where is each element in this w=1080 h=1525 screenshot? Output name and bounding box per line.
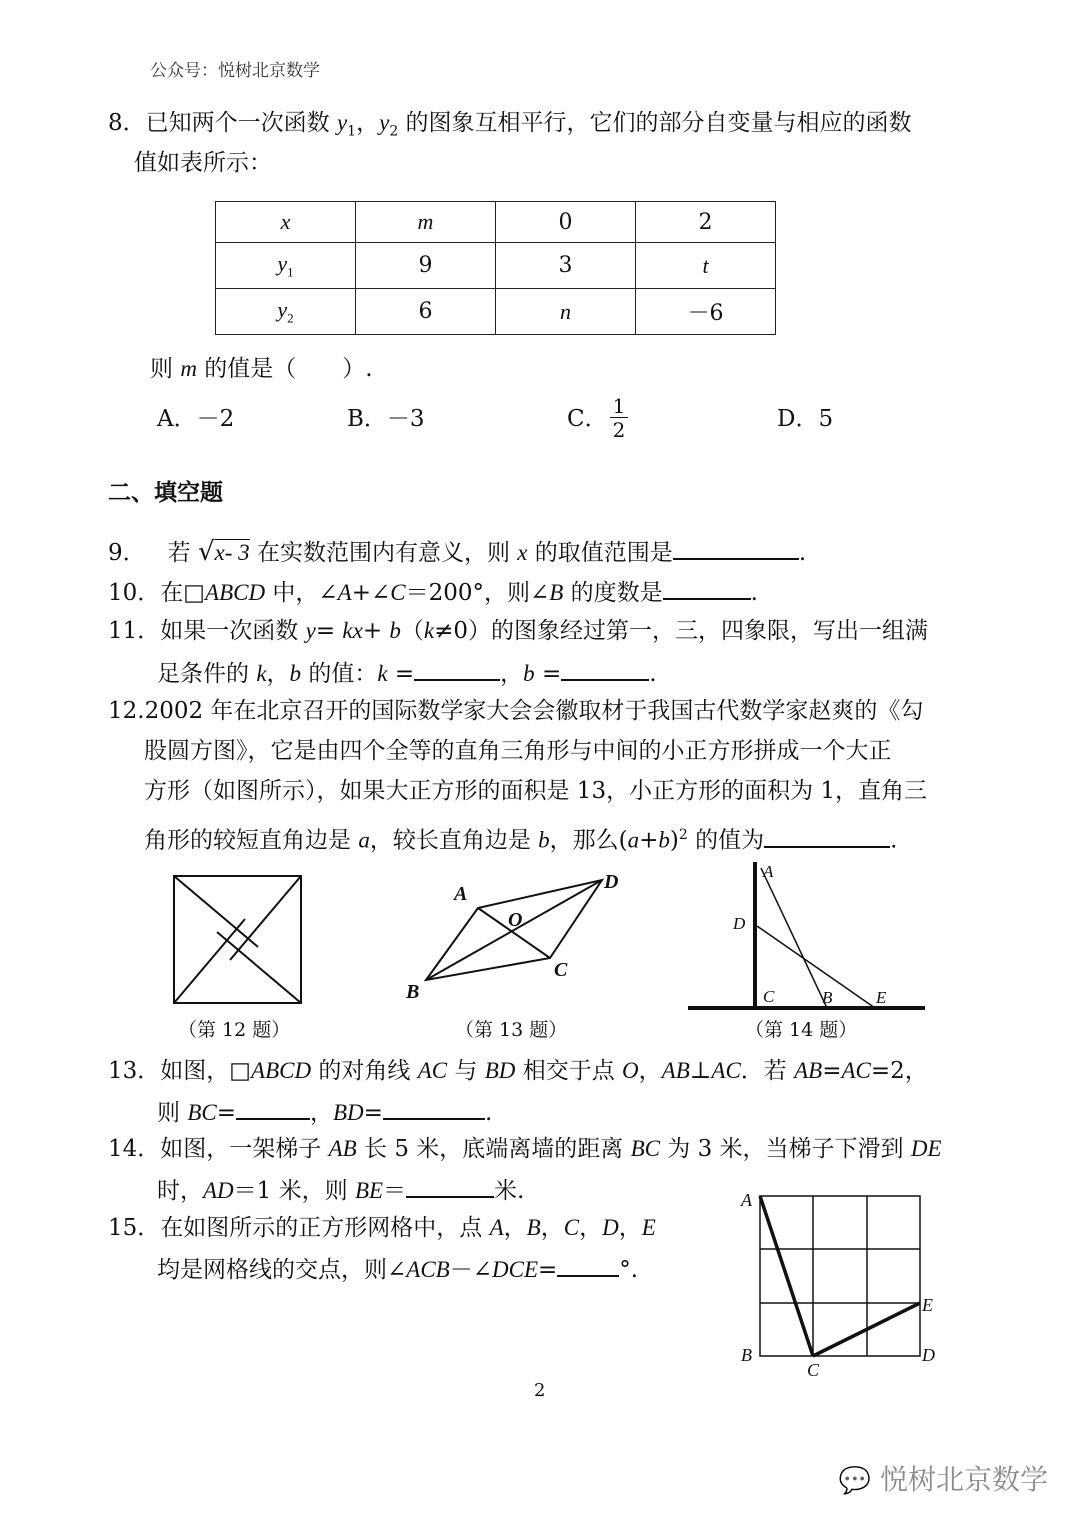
figure-12-pinwheel [168, 870, 308, 1006]
q14-l2c: ＝ [383, 1178, 407, 1204]
question-8-line-2: 值如表所示： [134, 150, 272, 176]
table-cell: －6 [636, 289, 776, 335]
question-8-line-1 [108, 108, 912, 147]
question-13-line-1 [108, 1056, 928, 1086]
q14-l1c: 为 3 米，当梯子下滑到 [659, 1136, 911, 1162]
var-e: E [641, 1215, 656, 1240]
q8-text-b: 的图象互相平行，它们的部分自变量与相应的函数 [398, 110, 912, 136]
var-m: m [180, 356, 197, 381]
q13-eq1: = [216, 1100, 236, 1126]
option-c: C． [567, 406, 608, 432]
q10-plus: +∠ [351, 580, 391, 606]
q11-eq3: = [534, 661, 562, 687]
label-c: C [807, 1360, 820, 1378]
table-cell [216, 243, 356, 289]
table-cell: n [496, 289, 636, 335]
q14-l2a: 时， [157, 1178, 203, 1204]
answer-blank[interactable] [764, 824, 890, 848]
question-12-line-4 [144, 820, 897, 856]
var-ab: AB [794, 1058, 823, 1083]
var-ac: AC [841, 1058, 871, 1083]
ladder-de [757, 926, 875, 1008]
grid-border [760, 1196, 920, 1356]
q8-ask [150, 354, 373, 384]
q11-number: 11． [108, 618, 161, 644]
label-d: D [604, 871, 619, 893]
table-var-y2: $y_2$ [277, 296, 294, 326]
page-header: 公众号：悦树北京数学 [150, 61, 320, 81]
q13-l1f: ．若 [740, 1058, 795, 1084]
q13-number: 13． [108, 1058, 161, 1084]
q10-eq: ＝200°，则∠ [405, 580, 550, 606]
q9-end: . [798, 540, 807, 566]
q11-sep: ， [500, 661, 524, 687]
option-d: D．5 [777, 406, 834, 432]
q13-l1b: 的对角线 [311, 1058, 418, 1084]
q11-val: 的值： [301, 661, 378, 687]
answer-blank[interactable] [557, 1253, 619, 1277]
question-9 [108, 536, 806, 568]
q14-l1b: 长 5 米，底端离墙的距离 [356, 1136, 631, 1162]
q13-l1d: 相交于点 [515, 1058, 623, 1084]
var-dce: DCE [492, 1257, 539, 1282]
q13-sep: ， [309, 1100, 333, 1126]
q15-eq: = [538, 1257, 558, 1283]
figure-13-parallelogram [400, 868, 630, 1003]
wechat-icon: 💬 [838, 1466, 872, 1496]
answer-blank[interactable] [673, 536, 799, 560]
answer-blank-bd[interactable] [383, 1096, 485, 1120]
var-b: b [289, 661, 302, 686]
var-c: C [563, 1215, 580, 1240]
q14-l1a: 如图，一架梯子 [160, 1136, 329, 1162]
q10-end: . [750, 580, 758, 606]
sub-2: 2 [389, 123, 399, 140]
var-kx: kx [342, 618, 363, 643]
table-cell: t [636, 243, 776, 289]
q12-close: ) [669, 827, 679, 854]
frac-denominator: 2 [612, 418, 626, 442]
var-bc: BC [630, 1136, 660, 1161]
label-e: E [876, 988, 887, 1007]
q15-l2a: 均是网格线的交点，则∠ [157, 1257, 407, 1283]
var-be: BE [354, 1178, 384, 1203]
q13-eq2: = [363, 1100, 383, 1126]
option-b: B．－3 [347, 406, 425, 432]
q11-plus: + [362, 618, 390, 644]
q15-l1a: 在如图所示的正方形网格中，点 [160, 1215, 490, 1241]
table-row [216, 289, 776, 335]
table-var-y1: $y_1$ [277, 250, 294, 280]
var-b: b [523, 661, 535, 686]
question-15-line-1 [108, 1213, 656, 1243]
q10-text: 在□ [160, 580, 206, 606]
var-b: B [549, 580, 564, 605]
question-12-line-2: 股圆方图》，它是由四个全等的直角三角形与中间的小正方形拼成一个大正 [144, 738, 892, 764]
q9-post: 在实数范围内有意义，则 [249, 540, 518, 566]
q11-comma: ， [266, 661, 290, 687]
question-14-line-1 [108, 1134, 942, 1164]
perp-symbol: ⊥ [689, 1058, 712, 1084]
answer-blank-bc[interactable] [236, 1096, 310, 1120]
label-c: C [554, 959, 568, 981]
label-d: D [733, 914, 746, 933]
var-ac: AC [417, 1058, 448, 1083]
var-b: b [389, 618, 401, 643]
q13-eqs: = [822, 1058, 842, 1084]
q8-ask-b: 的值是（ ）. [196, 356, 373, 382]
exponent: 2 [678, 827, 688, 843]
q8-text: 已知两个一次函数 [145, 110, 337, 136]
table-cell: 6 [356, 289, 496, 335]
answer-blank[interactable] [406, 1174, 494, 1198]
label-b: B [741, 1345, 752, 1365]
table-cell: 2 [636, 202, 776, 243]
var-acb: ACB [406, 1257, 450, 1282]
question-15-line-2 [157, 1253, 638, 1285]
q9-tail: 的取值范围是 [527, 540, 673, 566]
q15-c3: ， [579, 1215, 603, 1241]
var-k: k [377, 661, 388, 686]
function-value-table [215, 201, 776, 335]
figure-14-ladder [685, 858, 930, 1013]
figure-12-caption: （第 12 题） [178, 1019, 291, 1041]
q13-l2a: 则 [157, 1100, 188, 1126]
figure-13-caption: （第 13 题） [455, 1019, 568, 1041]
answer-blank[interactable] [663, 576, 751, 600]
label-b: B [822, 988, 833, 1007]
table-row [216, 202, 776, 243]
var-y2: y [379, 110, 390, 135]
q12-plus: + [639, 827, 659, 854]
question-11-line-2 [157, 657, 657, 689]
label-c: C [763, 987, 775, 1006]
var-a: A [489, 1215, 504, 1240]
answer-blank-b[interactable] [561, 657, 649, 681]
var-abcd: ABCD [205, 580, 266, 605]
q11-l2: 足条件的 [157, 661, 257, 687]
var-bd: BD [332, 1100, 364, 1125]
q8-sep: ， [356, 110, 380, 136]
segment-ac [760, 1196, 813, 1356]
var-a: a [627, 827, 640, 853]
figure-14-caption: （第 14 题） [745, 1019, 858, 1041]
q11-text: 如果一次函数 [160, 618, 306, 644]
watermark [839, 1458, 1048, 1498]
triangle-edge [174, 919, 245, 1003]
q15-c4: ， [618, 1215, 642, 1241]
q11-ne: ≠0）的图象经过第一，三，四象限，写出一组满 [434, 618, 929, 644]
var-b: B [526, 1215, 541, 1240]
q11-cond: （ [400, 618, 424, 644]
q11-eq2: = [387, 661, 415, 687]
q12-l4a: 角形的较短直角边是 [144, 827, 359, 854]
question-11-line-1 [108, 616, 928, 646]
q8-number: 8． [108, 110, 146, 136]
q15-number: 15． [108, 1215, 161, 1241]
table-cell: 0 [496, 202, 636, 243]
var-y1: y [336, 110, 348, 135]
figure-15-grid [736, 1186, 946, 1378]
var-x: x [517, 540, 528, 565]
var-ab: AB [328, 1136, 357, 1161]
var-a: a [358, 827, 370, 853]
q12-l4d: 的值为 [687, 827, 765, 854]
grid-lines [760, 1196, 920, 1356]
q15-minus: －∠ [449, 1257, 493, 1283]
question-10 [108, 576, 758, 608]
question-13-line-2 [157, 1096, 492, 1128]
var-bc: BC [187, 1100, 217, 1125]
var-c: C [390, 580, 406, 605]
q8-ask-a: 则 [150, 356, 181, 382]
q10-tail: 的度数是 [563, 580, 663, 606]
var-ad: AD [203, 1178, 234, 1203]
q12-l4b: ，较长直角边是 [369, 827, 539, 854]
var-ab: AB [661, 1058, 690, 1083]
q13-l1c: 与 [447, 1058, 485, 1084]
var-a: A [337, 580, 352, 605]
outer-square [174, 876, 301, 1003]
q15-end: °. [619, 1257, 639, 1283]
option-c-fraction [610, 396, 628, 441]
var-b: b [538, 827, 550, 853]
q11-end: . [649, 661, 657, 687]
triangle-edge [174, 876, 258, 947]
table-cell [216, 289, 356, 335]
q14-number: 14． [108, 1136, 161, 1162]
section-title: 二、填空题 [108, 480, 223, 506]
q14-unit: 米. [494, 1178, 525, 1204]
table-cell: x [216, 202, 356, 243]
q9-number: 9． [108, 540, 146, 566]
triangle-edge [217, 932, 301, 1003]
table-cell: 3 [496, 243, 636, 289]
label-a: A [763, 862, 774, 881]
answer-blank-k[interactable] [414, 657, 500, 681]
question-12-line-3: 方形（如图所示），如果大正方形的面积是 13，小正方形的面积为 1，直角三 [144, 778, 928, 804]
q13-l1a: 如图，□ [160, 1058, 252, 1084]
label-a: A [454, 883, 468, 905]
var-abcd: ABCD [251, 1058, 312, 1083]
question-12-line-1 [108, 696, 923, 726]
label-o: O [508, 909, 523, 931]
sub-1: 1 [347, 123, 357, 140]
q12-number: 12. [108, 698, 145, 724]
var-d: D [602, 1215, 619, 1240]
radicand: x- 3 [214, 540, 250, 565]
var-ac: AC [711, 1058, 741, 1083]
label-e: E [922, 1295, 933, 1315]
triangle-edge [230, 876, 301, 960]
q13-end: . [484, 1100, 493, 1126]
q12-l4c: ，那么( [549, 827, 628, 854]
var-bd: BD [484, 1058, 516, 1083]
q15-c2: ， [540, 1215, 564, 1241]
q11-eq: = [315, 618, 343, 644]
table-cell: 9 [356, 243, 496, 289]
label-b: B [406, 981, 420, 1003]
q15-c1: ， [503, 1215, 527, 1241]
question-14-line-2 [157, 1174, 524, 1206]
frac-numerator: 1 [612, 394, 626, 418]
q14-l2b: ＝1 米，则 [233, 1178, 355, 1204]
label-a: A [741, 1190, 752, 1210]
var-de: DE [910, 1136, 942, 1161]
var-b: b [658, 827, 670, 853]
q13-val: =2， [870, 1058, 928, 1084]
q13-l1e: ， [638, 1058, 662, 1084]
var-y: y [305, 618, 316, 643]
sqrt-icon: √ [197, 537, 215, 567]
label-d: D [922, 1345, 935, 1365]
option-a: A．－2 [157, 406, 235, 432]
q12-end: . [890, 827, 898, 854]
var-k: k [256, 661, 267, 686]
page-number: 2 [534, 1380, 546, 1401]
q10-number: 10． [108, 580, 161, 606]
q12-l1: 2002 年在北京召开的国际数学家大会会徽取材于我国古代数学家赵爽的《勾 [144, 698, 924, 724]
table-row [216, 243, 776, 289]
var-o: O [622, 1058, 639, 1083]
watermark-text: 悦树北京数学 [879, 1463, 1048, 1496]
q9-pre: 若 [167, 540, 198, 566]
var-k: k [423, 618, 435, 643]
q10-mid: 中，∠ [265, 580, 338, 606]
table-cell: m [356, 202, 496, 243]
